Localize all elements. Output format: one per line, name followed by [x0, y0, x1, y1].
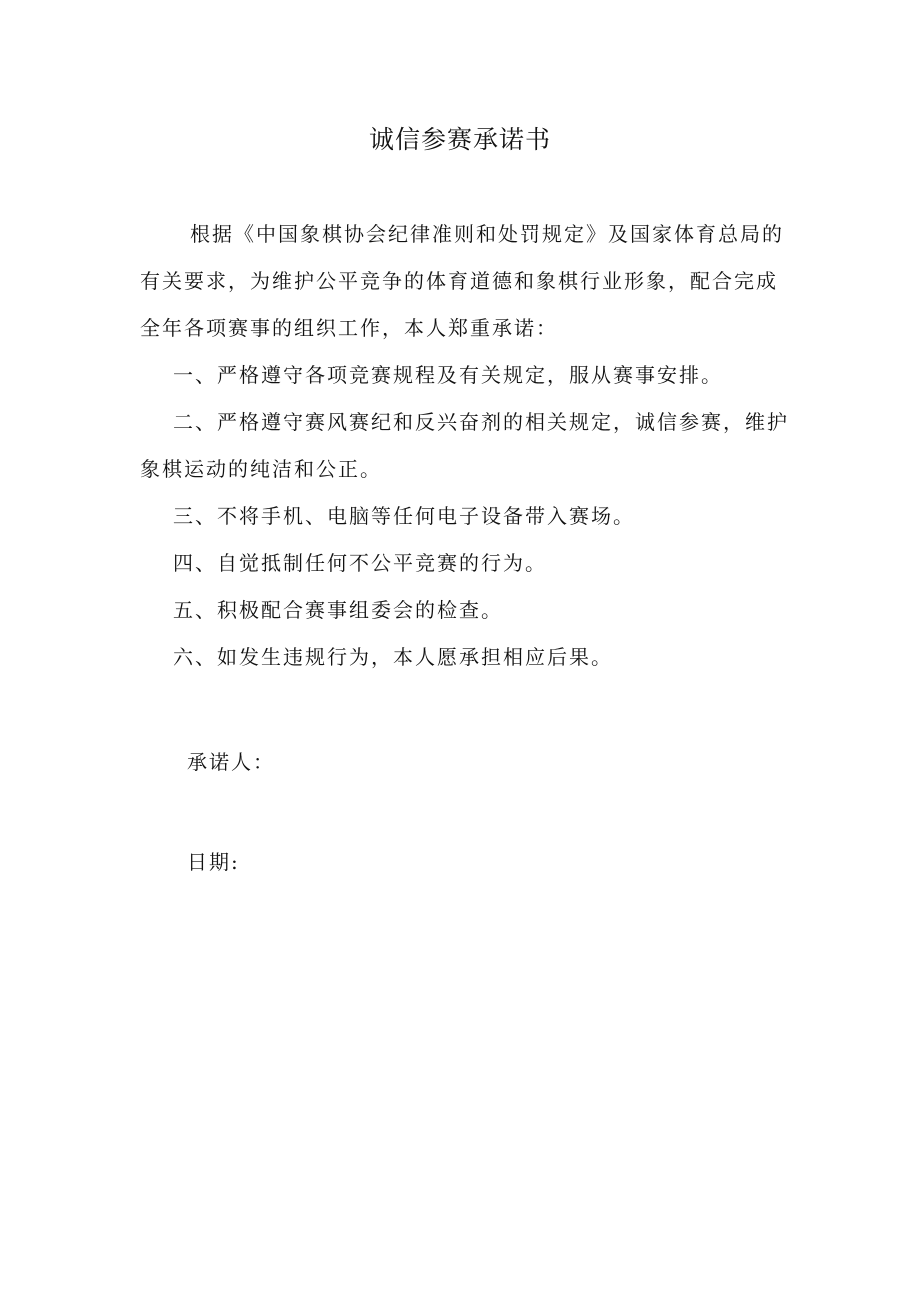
- pledge-item-5: 五、积极配合赛事组委会的检查。: [173, 598, 503, 622]
- pledge-item-1: 一、严格遵守各项竞赛规程及有关规定，服从赛事安排。: [173, 363, 723, 387]
- pledge-item-3: 三、不将手机、电脑等任何电子设备带入赛场。: [173, 504, 635, 528]
- pledge-item-2: 二、严格遵守赛风赛纪和反兴奋剂的相关规定，诚信参赛，维护象棋运动的纯洁和公正。: [140, 410, 789, 481]
- intro-paragraph: 根据《中国象棋协会纪律准则和处罚规定》及国家体育总局的有关要求，为维护公平竞争的体育道德和象棋行业形象，配合完成全年各项赛事的组织工作，本人郑重承诺：: [140, 222, 784, 340]
- date-label: 日期:: [187, 850, 240, 874]
- signature-label: 承诺人：: [187, 750, 275, 774]
- document-title: 诚信参赛承诺书: [368, 125, 551, 154]
- pledge-item-4: 四、自觉抵制任何不公平竞赛的行为。: [173, 551, 547, 575]
- pledge-item-6: 六、如发生违规行为，本人愿承担相应后果。: [173, 645, 613, 669]
- document-body: [140, 211, 790, 681]
